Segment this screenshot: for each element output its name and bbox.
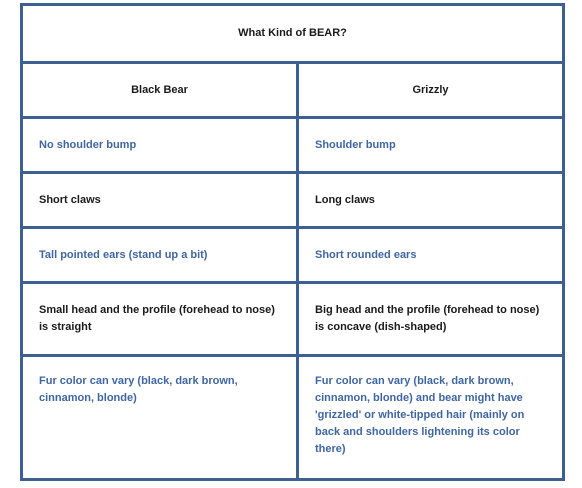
black-bear-cell: Tall pointed ears (stand up a bit) bbox=[22, 228, 298, 283]
black-bear-cell: No shoulder bump bbox=[22, 118, 298, 173]
table-row bbox=[22, 118, 564, 173]
header-row bbox=[22, 63, 564, 118]
black-bear-cell: Small head and the profile (forehead to nose) is straight bbox=[22, 283, 298, 356]
grizzly-cell: Shoulder bump bbox=[298, 118, 564, 173]
bear-comparison-table bbox=[20, 3, 565, 481]
grizzly-cell: Short rounded ears bbox=[298, 228, 564, 283]
header-grizzly: Grizzly bbox=[298, 63, 564, 118]
table-row bbox=[22, 356, 564, 480]
table-row bbox=[22, 228, 564, 283]
title-row bbox=[22, 5, 564, 63]
grizzly-cell: Big head and the profile (forehead to nose) is concave (dish-shaped) bbox=[298, 283, 564, 356]
header-black-bear: Black Bear bbox=[22, 63, 298, 118]
grizzly-cell: Long claws bbox=[298, 173, 564, 228]
table-title: What Kind of BEAR? bbox=[22, 5, 564, 63]
grizzly-cell: Fur color can vary (black, dark brown, cinnamon, blonde) and bear might have 'grizzled' or white-tipped hair (mainly on back and shoulders lightening its color there) bbox=[298, 356, 564, 480]
table-row bbox=[22, 283, 564, 356]
table-row bbox=[22, 173, 564, 228]
bear-comparison-table-wrap bbox=[20, 3, 562, 485]
black-bear-cell: Short claws bbox=[22, 173, 298, 228]
black-bear-cell: Fur color can vary (black, dark brown, cinnamon, blonde) bbox=[22, 356, 298, 480]
